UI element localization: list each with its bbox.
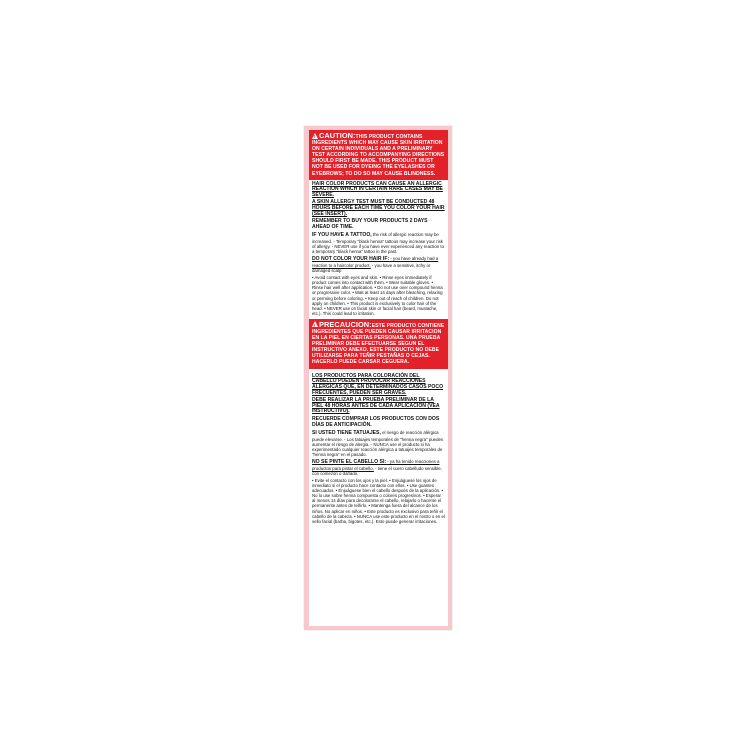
skin-test-warning: A SKIN ALLERGY TEST MUST BE CONDUCTED 48 HOURS BEFORE EACH TIME YOU COLOR YOUR HAIR (SEE INSERT).: [312, 199, 445, 217]
spanish-do-not-underlined: - ya ha tenido reacciones a productos para pintar el cabello,: [312, 458, 440, 471]
tattoo-text: the risk of allergic reaction may be increased. - Temporary "black henna" tattoos may increase your risk of allergy. - NEVER use if you have ever experienced any reaction to a temporary "black henna" tattoo in the past.: [312, 232, 444, 255]
spanish-do-not-rest: - tiene el cuero cabelludo sensible, con comezón o dañado.: [312, 465, 442, 476]
spanish-do-not-paragraph: [312, 459, 445, 476]
spanish-allergic-warning: LOS PRODUCTOS PARA COLORACIÓN DEL CABELLO PUEDEN PROVOCAR REACCIONES ALÉRGICAS QUE, EN DETERMINADOS CASOS POCO FRECUENTES, PUEDEN SER GRAVES.: [312, 372, 444, 396]
tattoo-paragraph: [312, 232, 445, 254]
do-not-heading: DO NOT COLOR YOUR HAIR IF:: [312, 256, 390, 263]
spanish-remember-note: RECUERDE COMPRAR LOS PRODUCTOS CON DOS DÍAS DE ANTICIPACIÓN.: [312, 415, 440, 428]
do-not-rest: - you have a sensitive, itchy or damaged scalp: [312, 262, 431, 274]
english-body: [309, 180, 448, 319]
remember-note: REMEMBER TO BUY YOUR PRODUCTS 2 DAYS AHEAD OF TIME.: [312, 218, 428, 230]
spanish-tattoo-text: el riesgo de reacción alérgica puede elevarse. - Los tatuajes temporales de "henna negra" pueden aumentar el riesgo de alergia. - NUNCA use el producto si ha experimentado cualquier reacción alérgica a tatuajes temporales de "henna negra" en el pasado.: [312, 429, 444, 458]
english-caution-box: [309, 130, 448, 180]
label-inner: [309, 130, 448, 626]
spanish-tattoo-heading: SI USTED TIENE TATUAJES,: [312, 429, 381, 436]
precaucion-text: ESTE PRODUCTO CONTIENE INGREDIENTES QUE PUEDEN CAUSAR IRRITACION EN LA PIEL EN CIERTAS PERSONAS. UNA PRUEBA PRELIMINAR DEBE EFECTUARSE SEGUN EL INSTRUCTIVO ANEXO. ESTE PRODUCTO NO DEBE UTILIZARSE PARA TEÑIR PESTAÑAS O CEJAS. HACERLO PUEDE CARSAR CEGUERA.: [312, 322, 445, 366]
do-not-underlined: - you have already had a reaction to a haircolor product,: [312, 256, 439, 268]
caution-title: CAUTION:: [319, 131, 356, 140]
spanish-do-not-heading: NO SE PINTE EL CABELLO SI:: [312, 458, 387, 465]
tattoo-heading: IF YOU HAVE A TATTOO,: [312, 232, 372, 239]
do-not-paragraph: [312, 256, 445, 273]
caution-text: THIS PRODUCT CONTAINS INGREDIENTS WHICH MAY CAUSE SKIN IRRITATION ON CERTAIN INDIVIDUALS AND A PRELIMINARY TEST ACCORDING TO ACCOMPANYING DIRECTIONS SHOULD FIRST BE MADE. THIS PRODUCT MUST NOT BE USED FOR DYEING THE EYELASHES OR EYEBROWS; TO DO SO MAY CAUSE BLINDNESS.: [312, 134, 445, 177]
instructions-bullets: • Avoid contact with eyes and skin. • Rinse eyes immediately if product comes into contact with them. • Wear suitable gloves. • Rinse hair well after application. • Do not use over compound henna or progressive color. • Wait at least 14 days after bleaching, relaxing or perming before coloring. • Keep out of reach of children. Do not apply on children. • This product is exclusively to color hair of the head. • NEVER use on facial skin or facial hair (beard, mustache, etc.). This could lead to irritation.: [312, 274, 443, 316]
warning-triangle-icon: [312, 321, 318, 327]
spanish-body: [309, 369, 448, 527]
spanish-instructions-bullets: • Evite el contacto con los ojos y la piel. • Enjuáguese los ojos de inmediato si el producto hace contacto con ellos. • Use guantes adecuados. • Enjuáguese bien el cabello después de la aplicación. • No lo use sobre henna compuesta o colores progresivos. • Esperar al menos 14 días para decolorarse el cabello, relajarlo o hacerse el permanente antes de teñirlo. • Mantenga fuera del alcance de los niños. No aplicar en niños. • Este producto es exclusivo para teñir el cabello de la cabeza. • NUNCA use este producto en el rostro o en el vello facial (barba, bigotes, etc.). Esto puede generar irritaciones.: [312, 477, 445, 524]
product-warning-label: [304, 126, 452, 630]
spanish-tattoo-paragraph: [312, 430, 445, 457]
warning-triangle-icon: [312, 133, 318, 139]
spanish-skin-test-warning: DEBE REALIZAR LA PRUEBA PRELIMINAR DE LA PIEL 48 HORAS ANTES DE CADA APLICACIÓN (VEA INSTRUCTIVO).: [312, 397, 440, 415]
allergic-warning: HAIR COLOR PRODUCTS CAN CAUSE AN ALLERGIC REACTION WHICH IN CERTAIN RARE CASES MAY BE SEVERE.: [312, 180, 443, 199]
precaucion-title: PRECAUCION:: [319, 319, 372, 329]
spanish-caution-box: [309, 319, 448, 369]
